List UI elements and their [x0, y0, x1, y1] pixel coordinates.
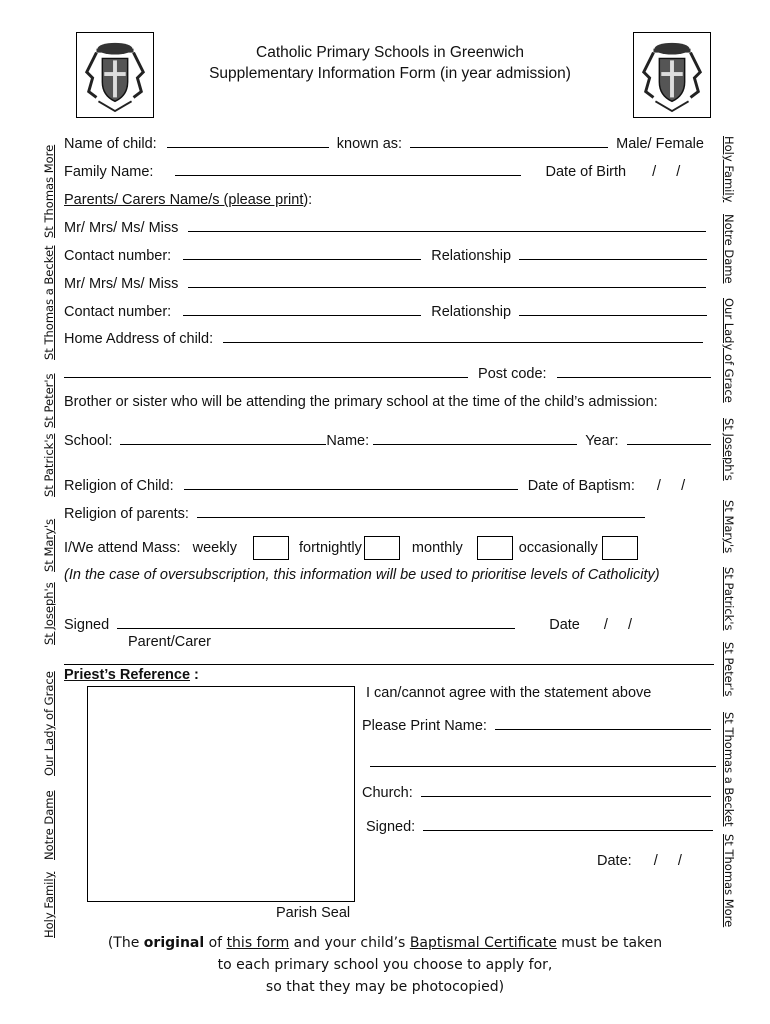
label-date-of-baptism: Date of Baptism:	[527, 478, 635, 494]
side-label-left-6: St Joseph's	[42, 582, 56, 645]
row-parent2-name	[64, 276, 706, 292]
sibling-year-field[interactable]	[627, 444, 711, 445]
label-date: Date	[549, 617, 580, 633]
dob-field[interactable]: / /	[652, 164, 681, 180]
footer-instruction	[40, 932, 730, 998]
label-weekly: weekly	[192, 539, 237, 556]
parents-heading-text: Parents/ Carers Name/s (please print	[64, 192, 304, 208]
side-label-right-8: St Thomas a Becket	[722, 712, 736, 827]
occasionally-checkbox[interactable]	[602, 536, 638, 560]
footer-text-4: must be taken	[556, 935, 663, 951]
known-as-field[interactable]	[410, 147, 608, 148]
footer-line1	[40, 932, 730, 954]
parent1-name-field[interactable]	[188, 231, 706, 232]
home-address-line2-field[interactable]	[64, 377, 468, 378]
family-name-field[interactable]	[175, 175, 521, 176]
label-home-address: Home Address of child:	[64, 331, 214, 347]
footer-line3: so that they may be photocopied)	[265, 979, 505, 995]
footer-baptismal-certificate: Baptismal Certificate	[409, 935, 557, 951]
parent2-relationship-field[interactable]	[519, 315, 707, 316]
form-title-line1: Catholic Primary Schools in Greenwich	[256, 44, 524, 61]
signature-date-field[interactable]: / /	[603, 617, 633, 633]
side-label-right-5: St Mary's	[722, 500, 736, 554]
footer-this-form: this form	[226, 935, 290, 951]
row-parent1-name	[64, 220, 706, 236]
row-religion-child	[64, 478, 685, 494]
side-label-left-2: St Thomas a Becket	[42, 245, 56, 360]
side-label-left-3: St Peter's	[42, 373, 56, 428]
side-label-right-6: St Patrick's	[722, 567, 736, 631]
row-church	[362, 785, 711, 801]
section-divider	[64, 664, 714, 665]
row-signature	[64, 617, 632, 633]
label-church: Church:	[362, 785, 413, 801]
footer-text-2: of	[204, 935, 227, 951]
baptism-date-field[interactable]: / /	[656, 478, 686, 494]
coat-of-arms-icon	[77, 33, 153, 117]
label-post-code: Post code:	[478, 366, 547, 382]
post-code-field[interactable]	[557, 377, 711, 378]
side-label-left-1: St Thomas More	[42, 144, 56, 238]
priest-heading	[64, 667, 199, 683]
signature-field[interactable]	[117, 628, 515, 629]
label-print-name: Please Print Name:	[362, 718, 487, 734]
side-label-right-4: St Joseph's	[722, 418, 736, 481]
side-label-right-1: Holy Family	[722, 136, 736, 203]
row-religion-parents	[64, 506, 645, 522]
side-label-left-8: Notre Dame	[42, 790, 56, 860]
parents-heading	[64, 192, 312, 208]
label-parent-carer: Parent/Carer	[128, 634, 212, 650]
weekly-checkbox[interactable]	[253, 536, 289, 560]
row-sibling-details	[64, 433, 711, 449]
label-known-as: known as:	[336, 136, 403, 152]
priest-heading-colon: :	[194, 667, 199, 683]
label-name-of-child: Name of child:	[64, 136, 157, 152]
footer-text-1: (The	[107, 935, 144, 951]
row-mass-attendance	[64, 536, 644, 560]
parish-seal-box	[87, 686, 355, 902]
row-family-name	[64, 164, 680, 180]
label-title-options: Mr/ Mrs/ Ms/ Miss	[64, 220, 179, 236]
monthly-checkbox[interactable]	[477, 536, 513, 560]
row-priest-date	[597, 853, 682, 869]
label-priest-signed: Signed:	[366, 819, 416, 835]
label-title-options-2: Mr/ Mrs/ Ms/ Miss	[64, 276, 179, 292]
row-priest-name	[362, 718, 711, 734]
side-label-left-5: St Mary's	[42, 518, 56, 572]
label-family-name: Family Name:	[64, 164, 154, 180]
label-religion-child: Religion of Child:	[64, 478, 174, 494]
parents-heading-end: ):	[303, 192, 313, 208]
row-child-name	[64, 136, 704, 152]
priest-name-line2-field[interactable]	[370, 766, 716, 767]
religion-child-field[interactable]	[184, 489, 518, 490]
footer-text-3: and your child’s	[289, 935, 410, 951]
religion-parents-field[interactable]	[197, 517, 645, 518]
side-label-left-4: St Patrick's	[42, 433, 56, 497]
label-year: Year:	[585, 433, 619, 449]
coat-of-arms-logo-right	[633, 32, 711, 118]
footer-original: original	[143, 935, 205, 951]
side-label-right-7: St Peter's	[722, 642, 736, 697]
row-postcode	[64, 366, 711, 382]
sibling-school-field[interactable]	[120, 444, 326, 445]
side-label-right-9: St Thomas More	[722, 834, 736, 928]
row-parent2-contact	[64, 304, 707, 320]
label-religion-parents: Religion of parents:	[64, 506, 189, 522]
row-parent1-contact	[64, 248, 707, 264]
label-parish-seal: Parish Seal	[276, 905, 351, 921]
fortnightly-checkbox[interactable]	[364, 536, 400, 560]
label-contact-number: Contact number:	[64, 248, 172, 264]
sibling-question: Brother or sister who will be attending the primary school at the time of the child’s admission:	[64, 394, 658, 410]
label-date-of-birth: Date of Birth	[545, 164, 627, 180]
label-signed: Signed	[64, 617, 110, 633]
home-address-field[interactable]	[223, 342, 703, 343]
sibling-name-field[interactable]	[373, 444, 577, 445]
priest-heading-text: Priest’s Reference	[64, 667, 191, 683]
label-relationship-2: Relationship	[431, 304, 512, 320]
form-title-line2: Supplementary Information Form (in year admission)	[209, 65, 571, 82]
priest-signature-field[interactable]	[423, 830, 713, 831]
parent1-relationship-field[interactable]	[519, 259, 707, 260]
side-label-right-2: Notre Dame	[722, 214, 736, 284]
row-home-address	[64, 331, 703, 347]
footer-line2: to each primary school you choose to apply for,	[217, 957, 553, 973]
row-priest-signed	[366, 819, 713, 835]
label-sibling-name: Name:	[326, 433, 370, 449]
label-occasionally: occasionally	[518, 539, 598, 556]
label-attend-mass: I/We attend Mass:	[64, 539, 181, 556]
side-label-right-3: Our Lady of Grace	[722, 298, 736, 403]
label-school: School:	[64, 433, 113, 449]
parent2-contact-field[interactable]	[183, 315, 421, 316]
child-name-field[interactable]	[167, 147, 329, 148]
label-contact-number-2: Contact number:	[64, 304, 172, 320]
priest-date-field[interactable]: / /	[653, 853, 682, 869]
side-label-left-7: Our Lady of Grace	[42, 671, 56, 776]
label-fortnightly: fortnightly	[299, 539, 362, 556]
coat-of-arms-icon	[634, 33, 710, 117]
label-priest-date: Date:	[597, 853, 632, 869]
parent1-contact-field[interactable]	[183, 259, 421, 260]
parent2-name-field[interactable]	[188, 287, 706, 288]
priest-agree-statement[interactable]: I can/cannot agree with the statement above	[366, 685, 652, 701]
label-relationship: Relationship	[431, 248, 512, 264]
label-monthly: monthly	[411, 539, 463, 556]
coat-of-arms-logo-left	[76, 32, 154, 118]
gender-option[interactable]: Male/ Female	[616, 136, 704, 152]
side-label-left-9: Holy Family	[42, 871, 56, 938]
oversubscription-note: (In the case of oversubscription, this information will be used to prioritise levels of Catholicity)	[64, 567, 660, 583]
church-field[interactable]	[421, 796, 711, 797]
priest-name-field[interactable]	[495, 729, 711, 730]
